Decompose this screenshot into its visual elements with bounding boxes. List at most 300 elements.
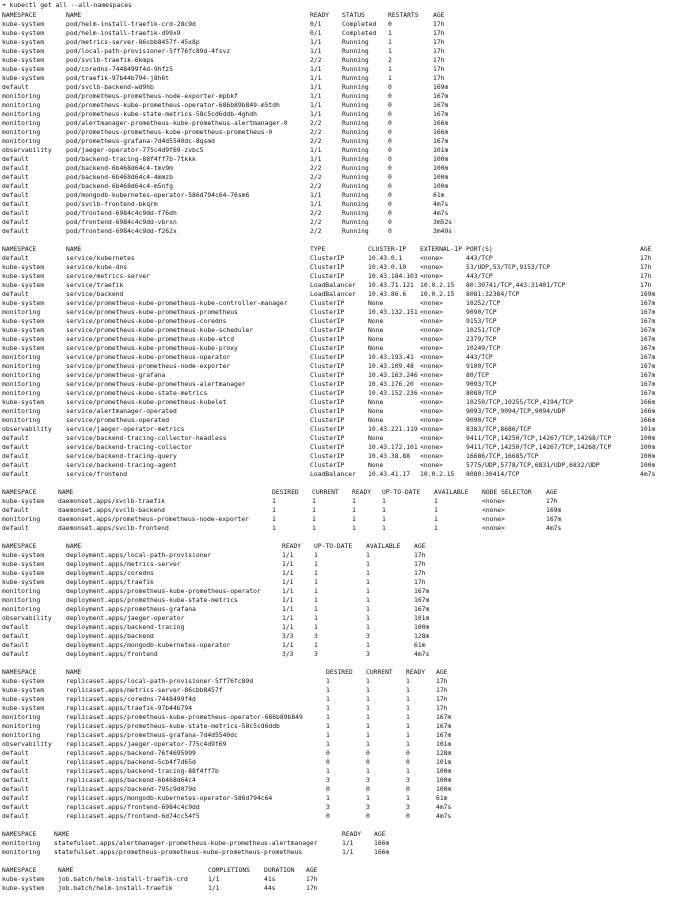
column-header: READY <box>406 669 426 676</box>
table-cell: 1 <box>326 768 330 775</box>
blank-line <box>2 857 686 866</box>
table-cell: 3 <box>326 777 330 784</box>
table-cell: ClusterIP <box>310 417 345 424</box>
table-row <box>2 110 463 119</box>
table-cell: 1 <box>366 597 370 604</box>
table-cell: 10.43.152.236 <box>368 390 418 397</box>
table-cell: <none> <box>420 354 443 361</box>
table-row <box>2 443 666 452</box>
table-cell: LoadBalancer <box>310 291 356 298</box>
table-cell: ClusterIP <box>310 462 345 469</box>
table-cell: 1 <box>312 525 316 532</box>
table-row <box>2 587 444 596</box>
table-cell: 167m <box>546 516 562 523</box>
table-cell: monitoring <box>2 372 41 379</box>
table-cell: pod/backend-6b468d64c4-m5nfg <box>66 183 173 190</box>
table-cell: 167m <box>433 102 449 109</box>
table-row <box>2 848 404 857</box>
table-cell: 2 <box>388 57 392 64</box>
table-cell: 8081:32384/TCP <box>466 291 520 298</box>
table-cell: 1 <box>434 507 438 514</box>
table-row <box>2 623 444 632</box>
table-cell: 166m <box>640 408 656 415</box>
table-row <box>2 632 444 641</box>
table-cell: 1 <box>382 525 386 532</box>
table-cell: 1 <box>366 579 370 586</box>
table-cell: <none> <box>420 336 443 343</box>
table-cell: monitoring <box>2 381 41 388</box>
table-cell: 9153/TCP <box>466 318 497 325</box>
table-cell: monitoring <box>2 354 41 361</box>
table-cell: <none> <box>420 381 443 388</box>
table-cell: deployment.apps/prometheus-kube-state-metrics <box>66 597 238 604</box>
table-cell: replicaset.apps/prometheus-kube-state-metrics-58c5cd6ddb <box>66 723 280 730</box>
column-header: NODE SELECTOR <box>482 489 532 496</box>
table-cell: 101m <box>436 759 452 766</box>
table-cell: service/prometheus-kube-prometheus-prometheus <box>66 309 238 316</box>
table-cell: 1/1 <box>282 642 294 649</box>
table-cell: 1 <box>366 741 370 748</box>
table-cell: statefulset.apps/prometheus-prometheus-kube-prometheus-prometheus <box>54 849 303 856</box>
table-cell: replicaset.apps/backend-795c9d079d <box>66 786 196 793</box>
table-header-row <box>2 488 576 497</box>
table-row <box>2 686 466 695</box>
table-cell: Running <box>342 75 369 82</box>
table-cell: service/jaeger-operator-metrics <box>66 426 185 433</box>
table-cell: 4m7s <box>546 525 562 532</box>
table-cell: monitoring <box>2 138 41 145</box>
table-cell: 1 <box>366 552 370 559</box>
table-cell: Completed <box>342 30 377 37</box>
table-cell: 80/TCP <box>466 372 489 379</box>
table-cell: Running <box>342 165 369 172</box>
table-cell: 2/2 <box>310 174 322 181</box>
table-cell: Running <box>342 48 369 55</box>
table-cell: replicaset.apps/frontend-6d74cc54f5 <box>66 813 200 820</box>
table-cell: monitoring <box>2 111 41 118</box>
table-cell: 9093/TCP,9094/TCP,9094/UDP <box>466 408 566 415</box>
table-cell: 17h <box>640 264 652 271</box>
table-cell: pod/mongodb-kubernetes-operator-586d794c64-76sm6 <box>66 192 250 199</box>
table-row <box>2 569 444 578</box>
table-cell: monitoring <box>2 363 41 370</box>
column-header: AGE <box>414 543 426 550</box>
table-cell: kube-system <box>2 498 45 505</box>
table-cell: 1 <box>366 732 370 739</box>
table-cell: 1 <box>352 507 356 514</box>
table-cell: monitoring <box>2 714 41 721</box>
table-cell: 1 <box>406 741 410 748</box>
table-cell: 2/2 <box>310 165 322 172</box>
table-cell: 1 <box>314 642 318 649</box>
column-header: NAMESPACE <box>2 867 37 874</box>
table-cell: pod/helm-install-traefik-d99x9 <box>66 30 181 37</box>
table-cell: None <box>368 417 384 424</box>
table-cell: 167m <box>640 300 656 307</box>
table-cell: 17h <box>433 66 445 73</box>
table-cell: replicaset.apps/metrics-server-86cbb8457f <box>66 687 223 694</box>
table-cell: Running <box>342 210 369 217</box>
table-cell: <none> <box>420 453 443 460</box>
table-cell: 1/1 <box>310 93 322 100</box>
table-cell: default <box>2 777 29 784</box>
table-cell: monitoring <box>2 417 41 424</box>
table-cell: 9093/TCP <box>466 381 497 388</box>
table-cell: 0 <box>388 147 392 154</box>
table-row <box>2 317 666 326</box>
prompt-arrow-icon: ➜ <box>2 2 6 9</box>
table-row <box>2 641 444 650</box>
table-cell: 1 <box>366 606 370 613</box>
table-cell: deployment.apps/jaeger-operator <box>66 615 185 622</box>
table-cell: 1 <box>366 795 370 802</box>
table-cell: <none> <box>482 507 505 514</box>
table-cell: 1 <box>272 525 276 532</box>
table-cell: 0 <box>388 201 392 208</box>
column-header: AVAILABLE <box>366 543 401 550</box>
table-row <box>2 335 666 344</box>
table-cell: service/prometheus-kube-prometheus-operator <box>66 354 231 361</box>
table-cell: 1 <box>314 597 318 604</box>
table-cell: kube-system <box>2 318 45 325</box>
table-cell: 1 <box>314 561 318 568</box>
table-cell: <none> <box>482 498 505 505</box>
table-row <box>2 461 666 470</box>
table-cell: service/prometheus-kube-prometheus-kubelet <box>66 399 227 406</box>
table-cell: service/prometheus-kube-prometheus-kube-proxy <box>66 345 238 352</box>
table-cell: ClusterIP <box>310 354 345 361</box>
table-cell: pod/prometheus-kube-prometheus-operator-686b89b849-m5tdh <box>66 102 280 109</box>
table-cell: 10.43.163.246 <box>368 372 418 379</box>
table-cell: 1 <box>406 705 410 712</box>
table-cell: <none> <box>420 318 443 325</box>
table-cell: default <box>2 291 29 298</box>
table-cell: Running <box>342 156 369 163</box>
table-cell: 9100/TCP <box>466 363 497 370</box>
table-cell: 10.0.2.15 <box>420 471 455 478</box>
table-cell: pod/svclb-frontend-bkqrm <box>66 201 158 208</box>
table-cell: 1 <box>352 498 356 505</box>
table-row <box>2 758 466 767</box>
table-cell: 166m <box>640 399 656 406</box>
table-cell: 3 <box>366 804 370 811</box>
table-cell: 10250/TCP,10255/TCP,4194/TCP <box>466 399 573 406</box>
table-cell: service/metrics-server <box>66 273 151 280</box>
table-cell: pod/svclb-traefik-6kmps <box>66 57 154 64</box>
table-cell: 10.43.41.17 <box>368 471 411 478</box>
table-cell: <none> <box>420 255 443 262</box>
table-cell: 0 <box>388 165 392 172</box>
table-cell: 1 <box>326 687 330 694</box>
table-cell: deployment.apps/traefik <box>66 579 154 586</box>
table-cell: Running <box>342 129 369 136</box>
table-row <box>2 398 666 407</box>
table-cell: 100m <box>640 453 656 460</box>
table-cell: pod/metrics-server-86cbb8457f-45x8p <box>66 39 200 46</box>
table-cell: kube-system <box>2 345 45 352</box>
table-cell: 166m <box>433 129 449 136</box>
table-cell: 1 <box>366 678 370 685</box>
table-cell: 3 <box>406 777 410 784</box>
table-cell: 0 <box>388 183 392 190</box>
table-cell: pod/alertmanager-prometheus-kube-prometheus-alertmanager-0 <box>66 120 288 127</box>
table-cell: kube-system <box>2 696 45 703</box>
table-cell: 1 <box>366 615 370 622</box>
table-cell: 100m <box>436 777 452 784</box>
table-cell: observability <box>2 147 52 154</box>
table-row <box>2 164 463 173</box>
table-cell: 4m7s <box>433 210 449 217</box>
table-cell: 44s <box>264 885 276 892</box>
table-cell: Running <box>342 219 369 226</box>
table-cell: 3 <box>314 651 318 658</box>
table-cell: 1/1 <box>310 147 322 154</box>
column-header: NAMESPACE <box>2 12 37 19</box>
column-header: COMPLETIONS <box>208 867 251 874</box>
table-cell: 1/1 <box>310 102 322 109</box>
table-cell: 8080:30414/TCP <box>466 471 520 478</box>
table-cell: 1 <box>406 732 410 739</box>
table-cell: ClusterIP <box>310 336 345 343</box>
table-cell: kube-system <box>2 39 45 46</box>
table-cell: 1/1 <box>342 840 354 847</box>
table-cell: 1 <box>314 606 318 613</box>
table-row <box>2 731 466 740</box>
table-cell: 0 <box>388 210 392 217</box>
table-cell: kube-system <box>2 705 45 712</box>
table-cell: 0 <box>366 786 370 793</box>
table-cell: <none> <box>420 462 443 469</box>
table-row <box>2 803 466 812</box>
table-cell: default <box>2 462 29 469</box>
command-prompt <box>2 1 686 10</box>
table-row <box>2 74 463 83</box>
table-cell: 10.43.176.20 <box>368 381 414 388</box>
table-cell: Running <box>342 174 369 181</box>
table-cell: 53/UDP,53/TCP,9153/TCP <box>466 264 551 271</box>
table-cell: 1/1 <box>310 66 322 73</box>
table-cell: kube-system <box>2 48 45 55</box>
table-row <box>2 596 444 605</box>
table-cell: job.batch/helm-install-traefik-crd <box>58 876 188 883</box>
table-cell: 17h <box>414 552 426 559</box>
table-cell: 167m <box>640 354 656 361</box>
table-cell: 0 <box>366 750 370 757</box>
table-cell: <none> <box>420 300 443 307</box>
table-row <box>2 209 463 218</box>
table-cell: 8383/TCP,8686/TCP <box>466 426 531 433</box>
table-row <box>2 614 444 623</box>
column-header: NAMESPACE <box>2 489 37 496</box>
table-cell: 0 <box>366 759 370 766</box>
table-cell: pod/backend-6b468d64c4-tmv9m <box>66 165 173 172</box>
table-cell: daemonset.apps/prometheus-prometheus-node-exporter <box>58 516 249 523</box>
table-row <box>2 47 463 56</box>
table-cell: ClusterIP <box>310 327 345 334</box>
table-cell: <none> <box>420 426 443 433</box>
table-cell: LoadBalancer <box>310 471 356 478</box>
table-row <box>2 227 463 236</box>
table-row <box>2 650 444 659</box>
table-cell: 1 <box>366 723 370 730</box>
jobs-table <box>2 866 336 893</box>
table-cell: service/prometheus-kube-prometheus-kube-controller-manager <box>66 300 288 307</box>
table-cell: 1 <box>366 570 370 577</box>
table-row <box>2 560 444 569</box>
table-cell: 1 <box>314 579 318 586</box>
table-cell: 1 <box>366 714 370 721</box>
table-cell: kube-system <box>2 282 45 289</box>
table-cell: 17h <box>433 48 445 55</box>
table-cell: default <box>2 624 29 631</box>
deployments-table <box>2 542 444 659</box>
table-cell: 17h <box>640 282 652 289</box>
table-cell: 9411/TCP,14250/TCP,14267/TCP,14268/TCP <box>466 444 612 451</box>
table-cell: kube-system <box>2 273 45 280</box>
table-row <box>2 749 466 758</box>
table-cell: 17h <box>306 876 318 883</box>
table-cell: default <box>2 768 29 775</box>
table-row <box>2 722 466 731</box>
table-cell: 1 <box>326 696 330 703</box>
column-header: DURATION <box>264 867 295 874</box>
table-cell: 2/2 <box>310 183 322 190</box>
table-cell: 100m <box>433 183 449 190</box>
table-cell: deployment.apps/mongodb-kubernetes-operator <box>66 642 231 649</box>
table-row <box>2 578 444 587</box>
table-cell: 0 <box>388 138 392 145</box>
table-cell: 1 <box>406 687 410 694</box>
table-cell: replicaset.apps/prometheus-grafana-7d4d5540dc <box>66 732 238 739</box>
table-cell: Running <box>342 228 369 235</box>
table-cell: 1 <box>326 714 330 721</box>
table-cell: 10249/TCP <box>466 345 501 352</box>
table-row <box>2 137 463 146</box>
table-cell: 1/1 <box>310 48 322 55</box>
table-cell: default <box>2 813 29 820</box>
table-cell: replicaset.apps/frontend-6984c4c9dd <box>66 804 200 811</box>
table-cell: kube-system <box>2 570 45 577</box>
table-cell: 1 <box>366 705 370 712</box>
table-cell: ClusterIP <box>310 435 345 442</box>
table-cell: 1/1 <box>282 579 294 586</box>
table-cell: 8080/TCP <box>466 390 497 397</box>
table-cell: 1/1 <box>310 156 322 163</box>
table-cell: 3/3 <box>282 651 294 658</box>
table-cell: kube-system <box>2 75 45 82</box>
column-header: STATUS <box>342 12 365 19</box>
table-row <box>2 272 666 281</box>
table-cell: 1 <box>388 39 392 46</box>
table-cell: 4m7s <box>436 813 452 820</box>
table-cell: 100m <box>433 174 449 181</box>
table-row <box>2 281 666 290</box>
replicasets-table <box>2 668 466 821</box>
table-cell: 167m <box>640 336 656 343</box>
table-row <box>2 389 666 398</box>
table-cell: 0 <box>388 174 392 181</box>
table-row <box>2 416 666 425</box>
table-cell: daemonset.apps/svclb-traefik <box>58 498 165 505</box>
table-cell: 128m <box>436 750 452 757</box>
table-cell: Running <box>342 39 369 46</box>
table-cell: 0 <box>326 786 330 793</box>
table-cell: kube-system <box>2 66 45 73</box>
table-cell: 166m <box>640 417 656 424</box>
table-cell: observability <box>2 426 52 433</box>
table-cell: 1 <box>406 768 410 775</box>
table-cell: replicaset.apps/traefik-97b44b794 <box>66 705 193 712</box>
table-row <box>2 173 463 182</box>
table-cell: Running <box>342 138 369 145</box>
table-cell: replicaset.apps/coredns-7448499f4d <box>66 696 196 703</box>
table-cell: pod/prometheus-prometheus-kube-prometheus-prometheus-0 <box>66 129 273 136</box>
table-cell: statefulset.apps/alertmanager-prometheus-kube-prometheus-alertmanager <box>54 840 318 847</box>
table-row <box>2 38 463 47</box>
table-cell: 1 <box>366 561 370 568</box>
column-header: TYPE <box>310 246 326 253</box>
column-header: AGE <box>640 246 652 253</box>
table-cell: 10.0.2.15 <box>420 291 455 298</box>
table-cell: 1 <box>314 588 318 595</box>
table-cell: 61m <box>414 642 426 649</box>
table-cell: default <box>2 750 29 757</box>
table-cell: 1 <box>406 678 410 685</box>
table-cell: <none> <box>420 372 443 379</box>
table-cell: default <box>2 84 29 91</box>
table-cell: 17h <box>436 687 448 694</box>
table-cell: <none> <box>420 327 443 334</box>
table-cell: 9090/TCP <box>466 309 497 316</box>
table-cell: service/frontend <box>66 471 128 478</box>
column-header: EXTERNAL-IP <box>420 246 463 253</box>
statefulsets-table <box>2 830 404 857</box>
table-cell: <none> <box>420 417 443 424</box>
column-header: NAMESPACE <box>2 246 37 253</box>
table-cell: kube-system <box>2 399 45 406</box>
table-cell: ClusterIP <box>310 390 345 397</box>
table-cell: 167m <box>640 363 656 370</box>
table-cell: ClusterIP <box>310 426 345 433</box>
table-cell: 10.43.86.6 <box>368 291 407 298</box>
table-cell: 1 <box>314 552 318 559</box>
table-row <box>2 425 666 434</box>
table-cell: 1 <box>382 507 386 514</box>
table-cell: 61m <box>436 795 448 802</box>
table-cell: <none> <box>420 444 443 451</box>
table-cell: 1 <box>312 498 316 505</box>
table-cell: 100m <box>640 462 656 469</box>
blank-line <box>2 659 686 668</box>
table-cell: 17h <box>433 30 445 37</box>
table-cell: 1 <box>406 714 410 721</box>
table-cell: 0 <box>366 813 370 820</box>
table-cell: 0/1 <box>310 30 322 37</box>
table-cell: replicaset.apps/backend-76f4695999 <box>66 750 196 757</box>
table-cell: 167m <box>414 588 430 595</box>
table-cell: service/prometheus-grafana <box>66 372 166 379</box>
table-cell: 0 <box>388 120 392 127</box>
table-cell: 4m7s <box>436 804 452 811</box>
table-row <box>2 839 404 848</box>
table-cell: monitoring <box>2 309 41 316</box>
table-cell: ClusterIP <box>310 345 345 352</box>
table-cell: Completed <box>342 21 377 28</box>
table-row <box>2 254 666 263</box>
table-cell: ClusterIP <box>310 300 345 307</box>
table-row <box>2 200 463 209</box>
table-cell: 169m <box>433 84 449 91</box>
